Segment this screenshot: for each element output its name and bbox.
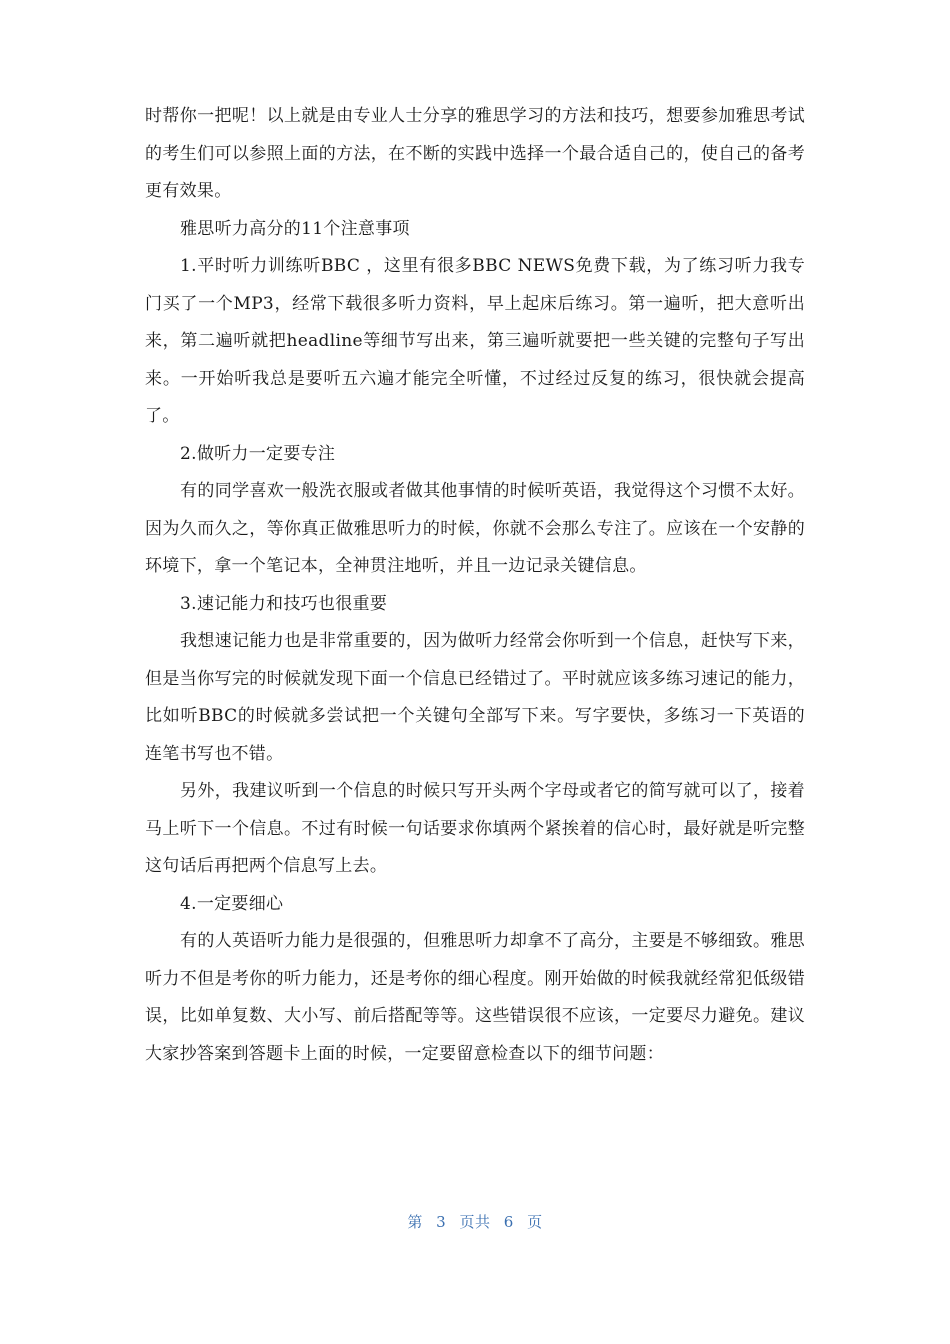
- paragraph: 我想速记能力也是非常重要的，因为做听力经常会你听到一个信息，赶快写下来，但是当你写完的时候就发现下面一个信息已经错过了。平时就应该多练习速记的能力，比如听BBC的时候就多尝试把一个关键句全部写下来。写字要快，多练习一下英语的连笔书写也不错。: [145, 631, 805, 764]
- paragraph: 有的同学喜欢一般洗衣服或者做其他事情的时候听英语，我觉得这个习惯不太好。因为久而久之，等你真正做雅思听力的时候，你就不会那么专注了。应该在一个安静的环境下，拿一个笔记本，全神贯注地听，并且一边记录关键信息。: [145, 481, 805, 576]
- section-heading: 4.一定要细心: [180, 893, 284, 914]
- footer-suffix: 页: [527, 1213, 543, 1231]
- paragraph: 另外，我建议听到一个信息的时候只写开头两个字母或者它的简写就可以了，接着马上听下一个信息。不过有时候一句话要求你填两个紧挨着的信心时，最好就是听完整这句话后再把两个信息写上去。: [145, 781, 805, 876]
- document-body: [145, 98, 805, 1073]
- paragraph: 有的人英语听力能力是很强的，但雅思听力却拿不了高分，主要是不够细致。雅思听力不但是考你的听力能力，还是考你的细心程度。刚开始做的时候我就经常犯低级错误，比如单复数、大小写、前后搭配等等。这些错误很不应该，一定要尽力避免。建议大家抄答案到答题卡上面的时候，一定要留意检查以下的细节问题：: [145, 931, 805, 1064]
- footer-middle: 页共: [459, 1213, 491, 1231]
- footer-total-pages: 6: [503, 1213, 514, 1231]
- section-heading: 3.速记能力和技巧也很重要: [180, 593, 388, 614]
- section-heading: 雅思听力高分的11个注意事项: [180, 218, 410, 239]
- paragraph: 1.平时听力训练听BBC ，这里有很多BBC NEWS免费下载，为了练习听力我专门买了一个MP3，经常下载很多听力资料，早上起床后练习。第一遍听，把大意听出来，第二遍听就把headline等细节写出来，第三遍听就要把一些关键的完整句子写出来。一开始听我总是要听五六遍才能完全听懂，不过经过反复的练习，很快就会提高了。: [145, 256, 805, 426]
- section-heading: 2.做听力一定要专注: [180, 443, 336, 464]
- page-footer: [0, 1211, 950, 1232]
- footer-prefix: 第: [407, 1213, 423, 1231]
- paragraph: 时帮你一把呢！以上就是由专业人士分享的雅思学习的方法和技巧，想要参加雅思考试的考生们可以参照上面的方法，在不断的实践中选择一个最合适自己的，使自己的备考更有效果。: [145, 106, 805, 201]
- footer-current-page: 3: [436, 1213, 447, 1231]
